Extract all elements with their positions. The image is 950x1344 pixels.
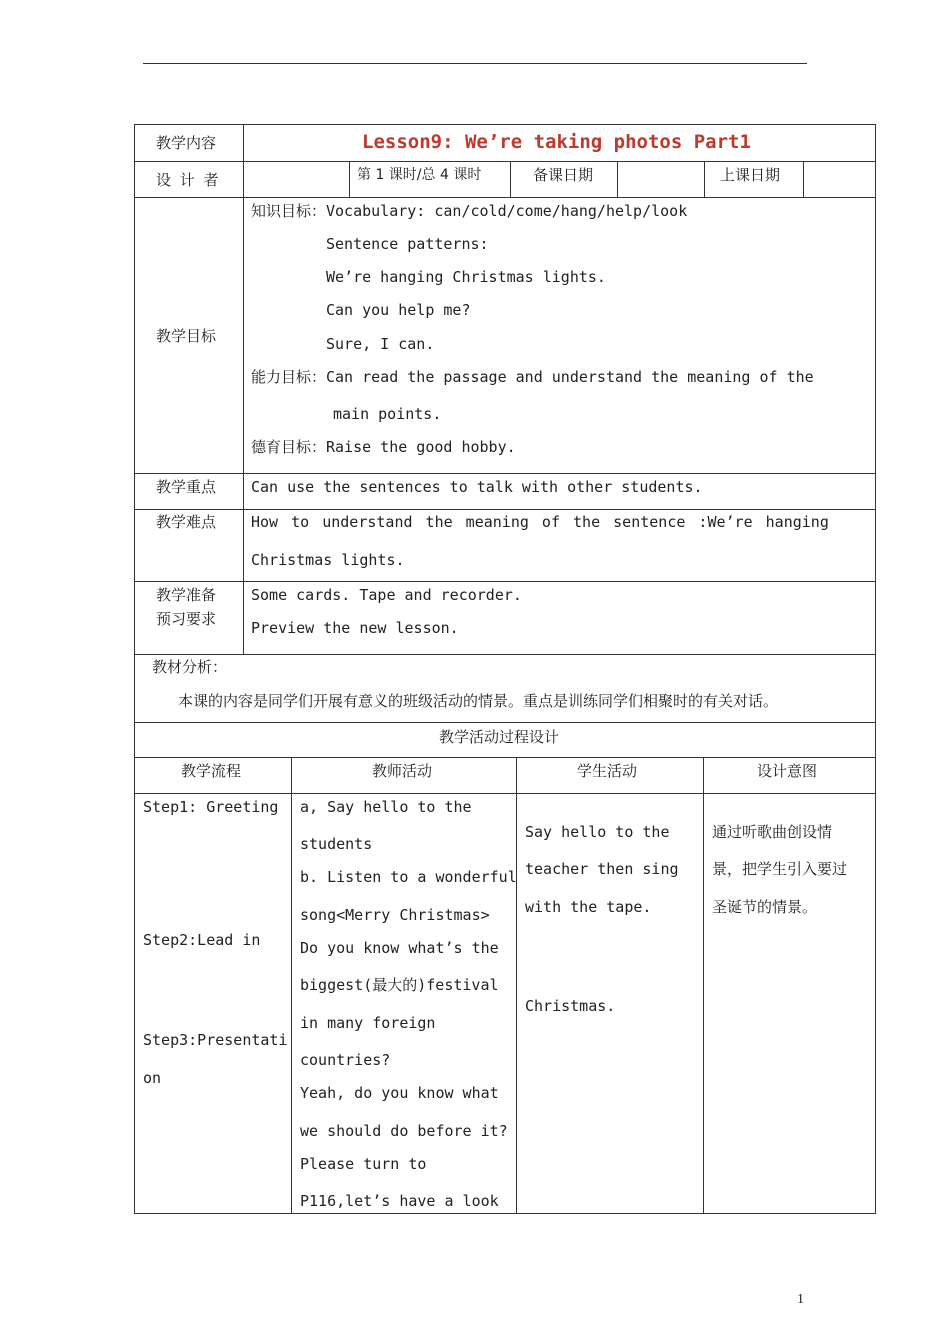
lesson-title: Lesson9: We’re taking photos Part1 xyxy=(362,131,751,153)
objective-line: 能力目标：Can read the passage and understand the meaning of the xyxy=(251,368,814,386)
teacher-line: song<Merry Christmas> xyxy=(300,906,490,924)
header-student: 学生活动 xyxy=(577,762,638,780)
header-rule xyxy=(143,63,807,64)
intent-line: 圣诞节的情景。 xyxy=(712,898,818,916)
page-number: 1 xyxy=(797,1292,804,1307)
prep-date-label: 备课日期 xyxy=(533,166,594,184)
header-flow: 教学流程 xyxy=(181,762,242,780)
teacher-line: students xyxy=(300,835,373,853)
preparation-line: Some cards. Tape and recorder. xyxy=(251,586,522,604)
process-title: 教学活动过程设计 xyxy=(439,728,560,746)
objectives-label: 教学目标 xyxy=(156,327,217,345)
intent-line: 通过听歌曲创设情 xyxy=(712,823,833,841)
class-date-label: 上课日期 xyxy=(720,166,781,184)
preview-label: 预习要求 xyxy=(156,610,217,628)
teacher-line: a, Say hello to the xyxy=(300,798,472,816)
difficult-points-line: How to understand the meaning of the sentence :We’re hanging xyxy=(251,513,829,531)
objective-line: Can you help me? xyxy=(326,301,471,319)
step-item: on xyxy=(143,1069,162,1087)
teacher-line: we should do before it? xyxy=(300,1122,508,1140)
teacher-line: countries? xyxy=(300,1051,391,1069)
objective-line: 知识目标：Vocabulary: can/cold/come/hang/help/look xyxy=(251,202,688,220)
objective-line: 德育目标：Raise the good hobby. xyxy=(251,438,516,456)
student-line: with the tape. xyxy=(525,898,652,916)
intent-line: 景，把学生引入要过 xyxy=(712,860,848,878)
key-points-text: Can use the sentences to talk with other students. xyxy=(251,478,703,496)
step-item: Step1: Greeting xyxy=(143,798,279,816)
preparation-line: Preview the new lesson. xyxy=(251,619,459,637)
student-line: teacher then sing xyxy=(525,860,679,878)
preparation-label: 教学准备 xyxy=(156,586,217,604)
period-text: 第 1 课时/总 4 课时 xyxy=(357,167,482,183)
header-intent: 设计意图 xyxy=(757,762,818,780)
student-line: Say hello to the xyxy=(525,823,670,841)
teacher-line: P116,let’s have a look xyxy=(300,1192,499,1210)
teacher-line: in many foreign xyxy=(300,1014,436,1032)
teacher-line: b. Listen to a wonderful xyxy=(300,868,517,886)
objective-line: We’re hanging Christmas lights. xyxy=(326,268,606,286)
analysis-label: 教材分析： xyxy=(152,658,228,676)
teacher-line: Do you know what’s the xyxy=(300,939,499,957)
difficult-points-label: 教学难点 xyxy=(156,513,217,531)
objective-line: main points. xyxy=(333,405,442,423)
difficult-points-line: Christmas lights. xyxy=(251,551,405,569)
objective-line: Sentence patterns: xyxy=(326,235,489,253)
step-item: Step2:Lead in xyxy=(143,931,261,949)
designer-label: 设 计 者 xyxy=(156,171,221,189)
header-teacher: 教师活动 xyxy=(372,762,433,780)
content-label: 教学内容 xyxy=(156,134,217,152)
teacher-line: Yeah, do you know what xyxy=(300,1084,499,1102)
student-line: Christmas. xyxy=(525,997,616,1015)
analysis-text: 本课的内容是同学们开展有意义的班级活动的情景。重点是训练同学们相聚时的有关对话。 xyxy=(178,692,779,710)
step-item: Step3:Presentati xyxy=(143,1031,288,1049)
objective-line: Sure, I can. xyxy=(326,335,435,353)
key-points-label: 教学重点 xyxy=(156,478,217,496)
teacher-line: biggest(最大的)festival xyxy=(300,976,499,994)
teacher-line: Please turn to xyxy=(300,1155,427,1173)
